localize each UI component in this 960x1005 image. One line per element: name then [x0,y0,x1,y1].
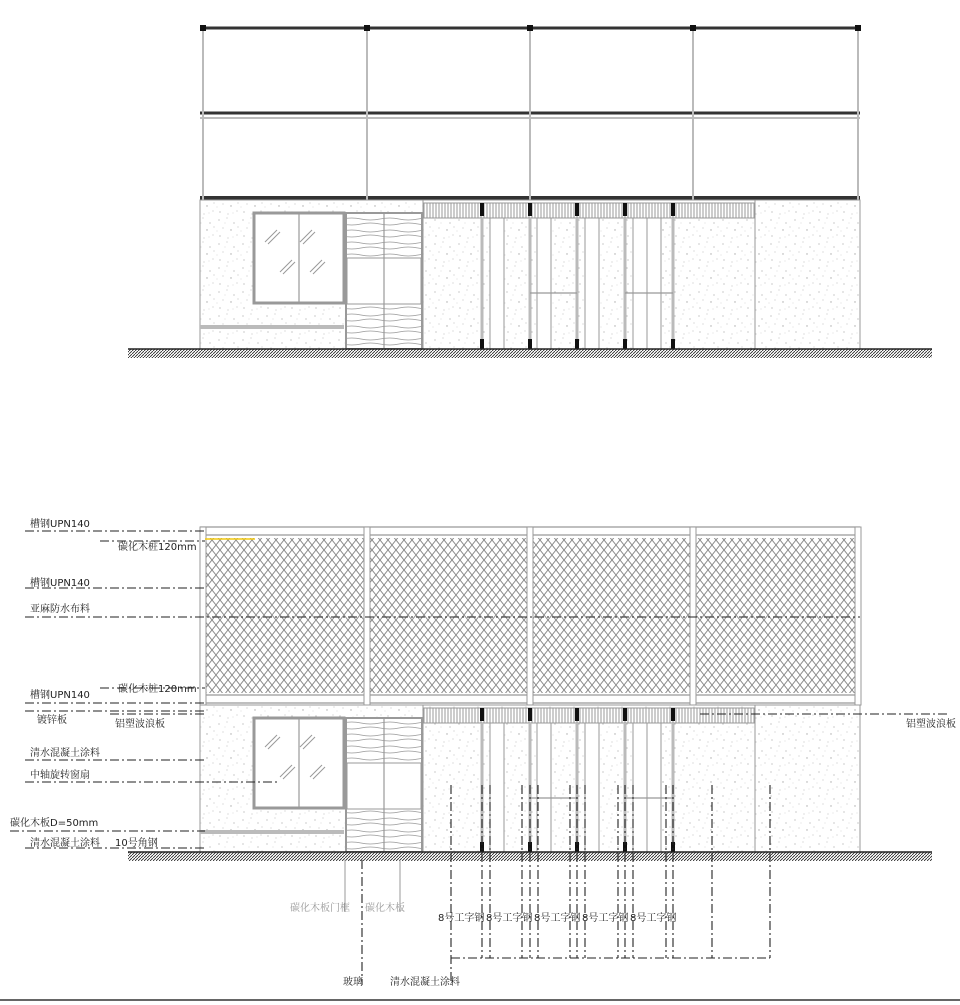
concrete-wall-right [755,200,860,349]
timber-pile [527,527,533,705]
glass-strip [537,218,551,349]
glass-strip [490,218,504,349]
timber-pile [364,527,370,705]
label-carbonized-pile-1: 碳化木桩120mm [118,542,197,553]
timber-pile [855,527,861,705]
steel-post-top [623,203,627,216]
label-glass: 玻璃 [343,977,363,988]
label-galvanized-sheet: 镀锌板 [37,715,67,726]
label-carbonized-pile-2: 碳化木桩120mm [118,684,197,695]
steel-post-base [480,339,484,349]
label-i-beam-5: 8号工字钢 [630,913,677,924]
glass-strip [537,723,551,852]
label-angle-steel: 10号角钢 [115,838,158,849]
column-cap [527,25,533,31]
label-corrugated-panel-right: 铝塑波浪板 [906,719,956,730]
label-channel-steel-2: 槽钢UPN140 [30,578,90,589]
glass-strip [585,723,599,852]
glass-strip [647,723,661,852]
steel-post-top [528,708,532,721]
column-cap [690,25,696,31]
label-pivot-window: 中轴旋转窗扇 [30,770,90,781]
label-wood-board: 碳化木板D=50mm [10,818,99,829]
glass-strip [585,218,599,349]
label-fair-faced-concrete-2: 清水混凝土涂料 [30,838,100,849]
glass-strip [633,218,647,349]
concrete-wall-right [755,705,860,852]
label-i-beam-2: 8号工字钢 [486,913,533,924]
label-wood-panel: 碳化木板 [365,903,405,914]
timber-pile [200,527,206,705]
label-linen-waterproof: 亚麻防水布料 [30,604,90,615]
column-cap [200,25,206,31]
label-corrugated-panel: 铝塑波浪板 [115,719,165,730]
glass-strip [647,218,661,349]
corrugated-band [423,708,755,723]
steel-post-top [575,203,579,216]
steel-post-top [480,708,484,721]
steel-post-base [623,339,627,349]
label-i-beam-4: 8号工字钢 [582,913,629,924]
steel-post-top [480,203,484,216]
steel-post-top [671,203,675,216]
ground-hatch [128,349,932,358]
lower-elevation-annotated [0,527,960,1000]
steel-post-base [671,339,675,349]
label-i-beam-1: 8号工字钢 [438,913,485,924]
label-fair-faced-concrete-1: 清水混凝土涂料 [30,748,100,759]
steel-post-top [575,708,579,721]
steel-post-top [528,203,532,216]
upper-elevation [128,25,932,358]
column-cap [855,25,861,31]
label-channel-steel-3: 槽钢UPN140 [30,690,90,701]
steel-post-base [575,339,579,349]
timber-pile [690,527,696,705]
glass-strip [633,723,647,852]
angle-steel-bench [200,325,344,329]
angle-steel-bench [200,830,344,834]
corrugated-band [423,203,755,218]
label-concrete-coating: 清水混凝土涂料 [390,977,460,988]
label-i-beam-3: 8号工字钢 [534,913,581,924]
label-door-frame: 碳化木板门框 [290,903,350,914]
column-cap [364,25,370,31]
steel-post-top [671,708,675,721]
steel-post-top [623,708,627,721]
label-channel-steel-1: 槽钢UPN140 [30,519,90,530]
steel-post-base [528,339,532,349]
glass-strip [490,723,504,852]
